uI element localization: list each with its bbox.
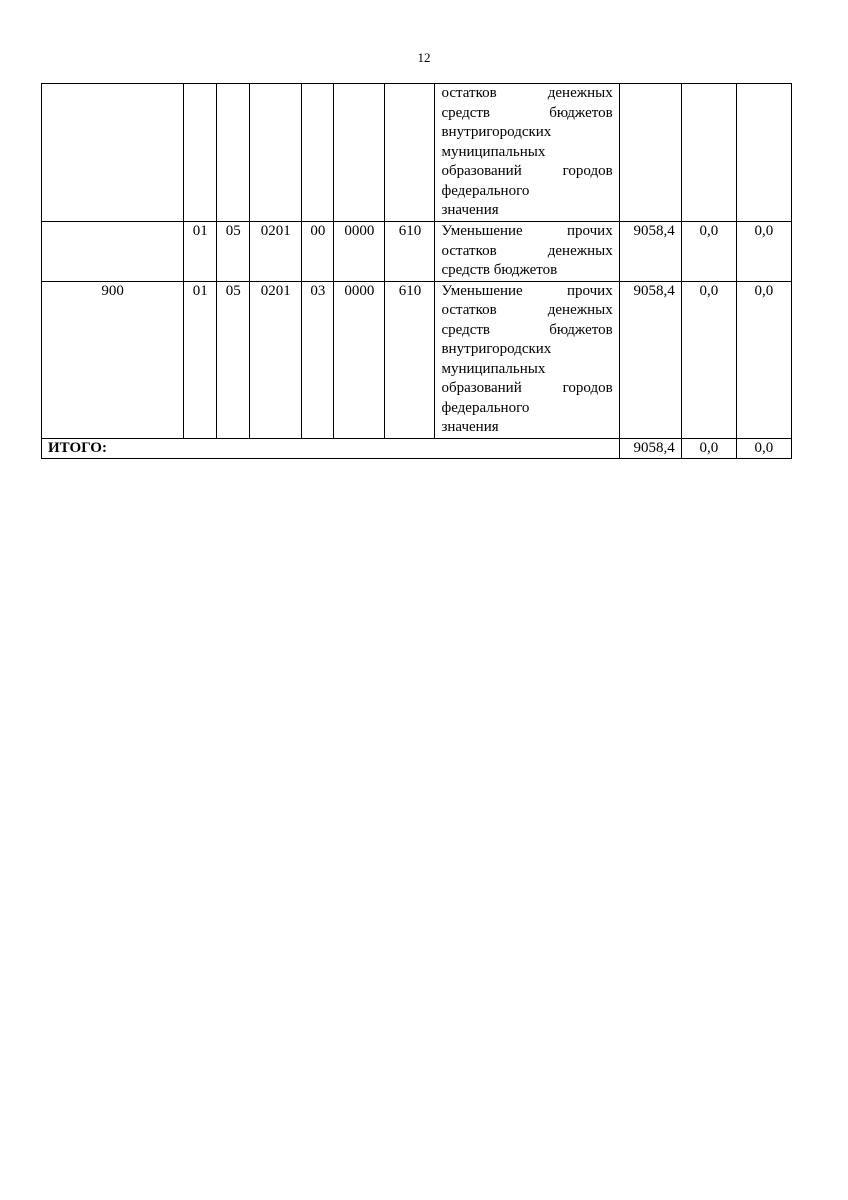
sum-year1-cell: 9058,4	[619, 222, 681, 282]
code-article-cell	[250, 84, 302, 222]
description-cell	[435, 84, 619, 222]
description-line: внутригородских	[441, 341, 552, 357]
description-line: образований городов	[441, 163, 613, 179]
sum-year3-cell	[736, 84, 791, 222]
total-sum-year3: 0,0	[736, 438, 791, 459]
description-line: остатков денежных	[441, 302, 613, 318]
code-subtype-cell: 0000	[334, 222, 385, 282]
sum-year2-cell	[681, 84, 736, 222]
sum-year3-cell: 0,0	[736, 281, 791, 438]
page-number: 12	[417, 50, 431, 65]
description-line: значения	[441, 202, 499, 218]
code-group-cell: 01	[184, 281, 217, 438]
code-article-cell: 0201	[250, 222, 302, 282]
description-line: средств бюджетов	[441, 262, 558, 278]
description-line: внутригородских	[441, 124, 552, 140]
code-subgroup-cell	[217, 84, 250, 222]
table-row	[42, 281, 792, 438]
description-line: значения	[441, 419, 499, 435]
code-group-cell	[184, 84, 217, 222]
sum-year2-cell: 0,0	[681, 222, 736, 282]
total-row	[42, 438, 792, 459]
description-line: федерального	[441, 399, 530, 416]
description-line: средств бюджетов	[441, 104, 613, 121]
description-line: Уменьшение прочих	[441, 282, 613, 299]
code-classification-cell: 610	[385, 222, 435, 282]
admin-code-cell	[42, 84, 184, 222]
table-row	[42, 84, 792, 222]
description-line: остатков денежных	[441, 242, 613, 259]
code-element-cell: 03	[302, 281, 334, 438]
description-line: муниципальных	[441, 143, 546, 160]
code-classification-cell	[385, 84, 435, 222]
total-label: ИТОГО:	[42, 438, 620, 459]
sum-year3-cell: 0,0	[736, 222, 791, 282]
description-line: Уменьшение прочих	[441, 223, 613, 239]
table-row	[42, 222, 792, 282]
code-element-cell: 00	[302, 222, 334, 282]
description-cell	[435, 222, 619, 282]
sum-year1-cell	[619, 84, 681, 222]
admin-code-cell	[42, 222, 184, 282]
description-line: средств бюджетов	[441, 321, 613, 338]
code-subtype-cell	[334, 84, 385, 222]
code-element-cell	[302, 84, 334, 222]
code-classification-cell: 610	[385, 281, 435, 438]
description-line: образований городов	[441, 380, 613, 396]
code-group-cell: 01	[184, 222, 217, 282]
sum-year1-cell: 9058,4	[619, 281, 681, 438]
total-sum-year1: 9058,4	[619, 438, 681, 459]
description-line: остатков денежных	[441, 85, 613, 101]
description-cell	[435, 281, 619, 438]
code-subgroup-cell: 05	[217, 222, 250, 282]
code-article-cell: 0201	[250, 281, 302, 438]
code-subgroup-cell: 05	[217, 281, 250, 438]
budget-sources-table	[41, 83, 792, 459]
sum-year2-cell: 0,0	[681, 281, 736, 438]
total-sum-year2: 0,0	[681, 438, 736, 459]
admin-code-cell: 900	[42, 281, 184, 438]
description-line: муниципальных	[441, 360, 546, 377]
description-line: федерального	[441, 182, 530, 199]
code-subtype-cell: 0000	[334, 281, 385, 438]
